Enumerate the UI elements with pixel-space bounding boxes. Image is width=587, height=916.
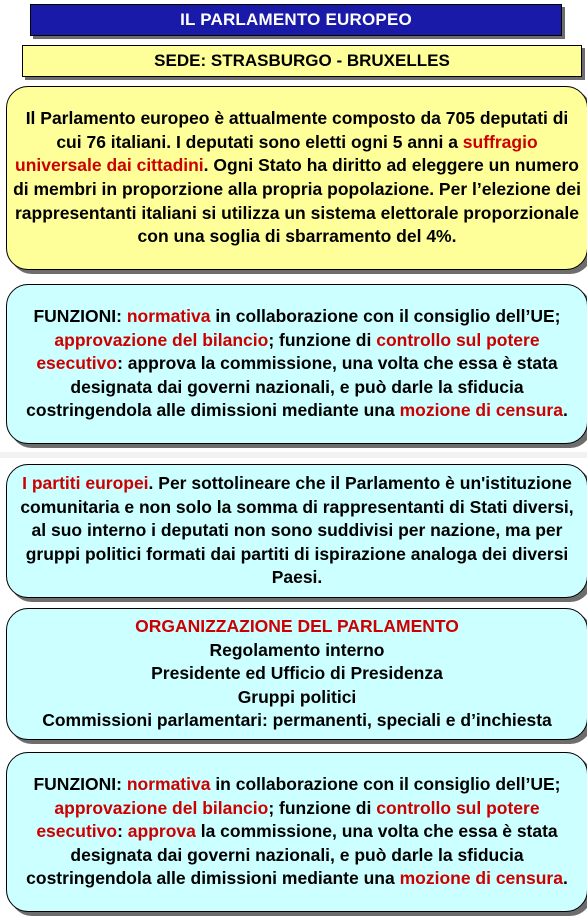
organization-item: Gruppi politici	[237, 686, 357, 707]
highlight-control: controllo sul potere esecutivo	[36, 797, 540, 842]
highlight-normative: normativa	[126, 774, 211, 795]
highlight-censure: mozione di censura	[399, 868, 563, 889]
organization-heading: ORGANIZZAZIONE DEL PARLAMENTO	[135, 616, 459, 637]
functions-box-2	[6, 752, 587, 912]
highlight-suffrage: suffragio universale dai cittadini	[15, 131, 538, 176]
highlight-approve: approva	[127, 821, 196, 842]
organization-box	[6, 608, 587, 740]
organization-item: Presidente ed Ufficio di Presidenza	[151, 663, 443, 684]
highlight-budget: approvazione del bilancio	[54, 797, 269, 818]
composition-box	[6, 86, 587, 270]
functions-box-1	[6, 284, 587, 444]
organization-item: Regolamento interno	[209, 639, 385, 660]
highlight-control: controllo sul potere esecutivo	[36, 329, 540, 374]
seat-banner: SEDE: STRASBURGO - BRUXELLES	[22, 45, 582, 77]
highlight-parties: I partiti europei	[22, 473, 149, 494]
composition-text: Il Parlamento europeo è attualmente composto da 705 deputati di cui 76 italiani. I deputati sono eletti ogni 5 anni a suffragio universale dai cittadini. Ogni Stato ha diritto ad eleggere un numero di membri in proporzione alla propria popolazione. Per l’elezione dei rappresentanti italiani si utilizza un sistema elettorale proporzionale con una soglia di sbarramento del 4%.	[13, 108, 581, 247]
page-title: IL PARLAMENTO EUROPEO	[30, 4, 562, 36]
organization-item: Commissioni parlamentari: permanenti, speciali e d’inchiesta	[42, 710, 552, 731]
highlight-normative: normativa	[126, 306, 211, 327]
functions-text-1: FUNZIONI: normativa in collaborazione con il consiglio dell’UE; approvazione del bilancio; funzione di controllo sul potere esecutivo: approva la commissione, una volta che essa è stata designata dai governi nazionali, e può darle la sfiducia costringendola alle dimissioni mediante una mozione di censura.	[26, 306, 568, 421]
functions-text-2: FUNZIONI: normativa in collaborazione con il consiglio dell’UE; approvazione del bilancio; funzione di controllo sul potere esecutivo: approva la commissione, una volta che essa è stata designata dai governi nazionali, e può darle la sfiducia costringendola alle dimissioni mediante una mozione di censura.	[26, 774, 568, 889]
parties-text: I partiti europei. Per sottolineare che il Parlamento è un'istituzione comunitaria e non solo la somma di rappresentanti di Stati diversi, al suo interno i deputati non sono suddivisi per nazione, ma per gruppi politici formati dai partiti di ispirazione analoga dei diversi Paesi.	[20, 473, 574, 588]
highlight-censure: mozione di censura	[399, 400, 563, 421]
highlight-budget: approvazione del bilancio	[54, 329, 269, 350]
parties-box	[6, 464, 587, 598]
divider	[0, 452, 587, 458]
